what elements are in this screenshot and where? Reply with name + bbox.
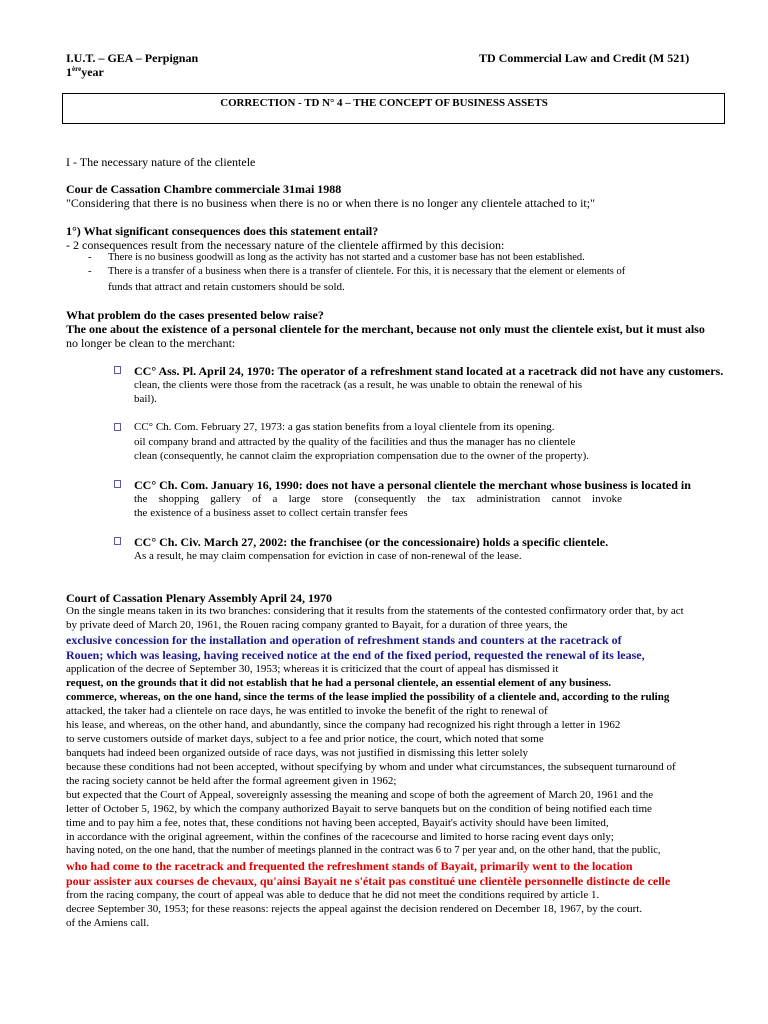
case-line: As a result, he may claim compensation for eviction in case of non-renewal of the lease. [134, 550, 522, 562]
list-item-dash: - [88, 266, 92, 277]
plenary-line: attacked, the taker had a clientele on race days, he was entitled to invoke the benefit of the right to renewal of [66, 705, 548, 717]
case-line: CC° Ch. Com. February 27, 1973: a gas station benefits from a loyal clientele from its opening. [134, 421, 555, 433]
plenary-line: his lease, and whereas, on the other hand, and abundantly, since the company had recognized his right through a letter in 1962 [66, 719, 621, 731]
plenary-line: from the racing company, the court of appeal was able to deduce that he did not meet the conditions required by article 1. [66, 889, 600, 901]
checkbox-bullet-icon [114, 537, 121, 545]
list-item: There is no business goodwill as long as the activity has not started and a customer base has not been established. [108, 252, 585, 263]
problem-heading: What problem do the cases presented below raise? [66, 308, 324, 322]
checkbox-bullet-icon [114, 480, 121, 488]
plenary-line: of the Amiens call. [66, 917, 150, 929]
plenary-line: decree September 30, 1953; for these reasons: rejects the appeal against the decision rendered on December 18, 1967, by the court. [66, 903, 643, 915]
plenary-line: in accordance with the original agreement, within the confines of the racecourse and limited to horse racing event days only; [66, 831, 614, 843]
question-intro: - 2 consequences result from the necessary nature of the clientele affirmed by this decision: [66, 238, 505, 252]
plenary-line: because these conditions had not been accepted, without specifying by whom and under what circumstances, the subsequent turnaround of [66, 761, 676, 773]
checkbox-bullet-icon [114, 423, 121, 431]
case-line: the shopping gallery of a large store (consequently the tax administration cannot invoke [134, 493, 622, 505]
plenary-line: letter of October 5, 1962, by which the company authorized Bayait to serve banquets but on the condition of being notified each time [66, 803, 652, 815]
case-line: CC° Ch. Com. January 16, 1990: does not have a personal clientele the merchant whose business is located in [134, 478, 691, 492]
course-label: TD Commercial Law and Credit (M 521) [479, 51, 690, 65]
case-line: CC° Ass. Pl. April 24, 1970: The operator of a refreshment stand located at a racetrack did not have any customers. [134, 364, 724, 378]
plenary-line: time and to pay him a fee, notes that, these conditions not having been accepted, Bayait's activity should have been limited, [66, 817, 609, 829]
list-item-dash: - [88, 252, 92, 263]
ruling-title: Cour de Cassation Chambre commerciale 31mai 1988 [66, 182, 342, 196]
list-item: There is a transfer of a business when there is a transfer of clientele. For this, it is necessary that the element or elements of [108, 266, 626, 277]
plenary-line: the racing society cannot be held after the formal agreement given in 1962; [66, 775, 397, 787]
case-line: oil company brand and attracted by the quality of the facilities and thus the manager has no clientele [134, 436, 576, 448]
year-label: 1èreyear [66, 65, 104, 79]
section-heading: I - The necessary nature of the clientele [66, 155, 256, 169]
page-title: CORRECTION - TD N° 4 – THE CONCEPT OF BUSINESS ASSETS [220, 97, 548, 109]
list-item-continuation: funds that attract and retain customers should be sold. [108, 281, 345, 293]
checkbox-bullet-icon [114, 366, 121, 374]
case-line: clean, the clients were those from the racetrack (as a result, he was unable to obtain the renewal of his [134, 379, 583, 391]
plenary-line-bold: commerce, whereas, on the one hand, since the terms of the lease implied the possibility of a clientele and, according to the ruling [66, 691, 670, 703]
case-line: CC° Ch. Civ. March 27, 2002: the franchisee (or the concessionaire) holds a specific clientele. [134, 535, 609, 549]
plenary-line-red: who had come to the racetrack and frequented the refreshment stands of Bayait, primarily went to the location [66, 859, 633, 873]
plenary-line: having noted, on the one hand, that the number of meetings planned in the contract was 6 to 7 per year and, on the other hand, that the public, [66, 845, 661, 856]
plenary-line-highlight: Rouen; which was leasing, having received notice at the end of the fixed period, requested the renewal of its lease, [66, 648, 645, 662]
case-line: clean (consequently, he cannot claim the expropriation compensation due to the owner of the property). [134, 450, 590, 462]
plenary-line: application of the decree of September 30, 1953; whereas it is criticized that the court of appeal has dismissed it [66, 663, 559, 675]
plenary-line-highlight: exclusive concession for the installation and operation of refreshment stands and counters at the racetrack of [66, 633, 622, 647]
plenary-line: banquets had indeed been organized outside of race days, was not justified in dismissing this letter solely [66, 747, 528, 759]
case-line: the existence of a business asset to collect certain transfer fees [134, 507, 408, 519]
plenary-heading: Court of Cassation Plenary Assembly April 24, 1970 [66, 591, 333, 605]
plenary-line: by private deed of March 20, 1961, the Rouen racing company granted to Bayait, for a duration of three years, the [66, 619, 568, 631]
plenary-line: but expected that the Court of Appeal, sovereignly assessing the meaning and scope of both the agreement of March 20, 1961 and the [66, 789, 654, 801]
question-heading: 1°) What significant consequences does this statement entail? [66, 224, 379, 238]
problem-answer-cont: no longer be clean to the merchant: [66, 336, 236, 350]
case-line: bail). [134, 393, 157, 405]
institution-label: I.U.T. – GEA – Perpignan [66, 51, 199, 65]
problem-answer: The one about the existence of a personal clientele for the merchant, because not only must the clientele exist, but it must also [66, 322, 705, 336]
plenary-line: to serve customers outside of market days, subject to a fee and prior notice, the court, which noted that some [66, 733, 544, 745]
ruling-quote: "Considering that there is no business when there is no or when there is no longer any clientele attached to it;" [66, 196, 595, 210]
plenary-line-red: pour assister aux courses de chevaux, qu'ainsi Bayait ne s'était pas constitué une clientèle personnelle distincte de celle [66, 874, 671, 888]
plenary-line-bold: request, on the grounds that it did not establish that he had a personal clientele, an essential element of any business. [66, 677, 612, 689]
plenary-line: On the single means taken in its two branches: considering that it results from the statements of the contested confirmatory order that, by act [66, 605, 684, 617]
